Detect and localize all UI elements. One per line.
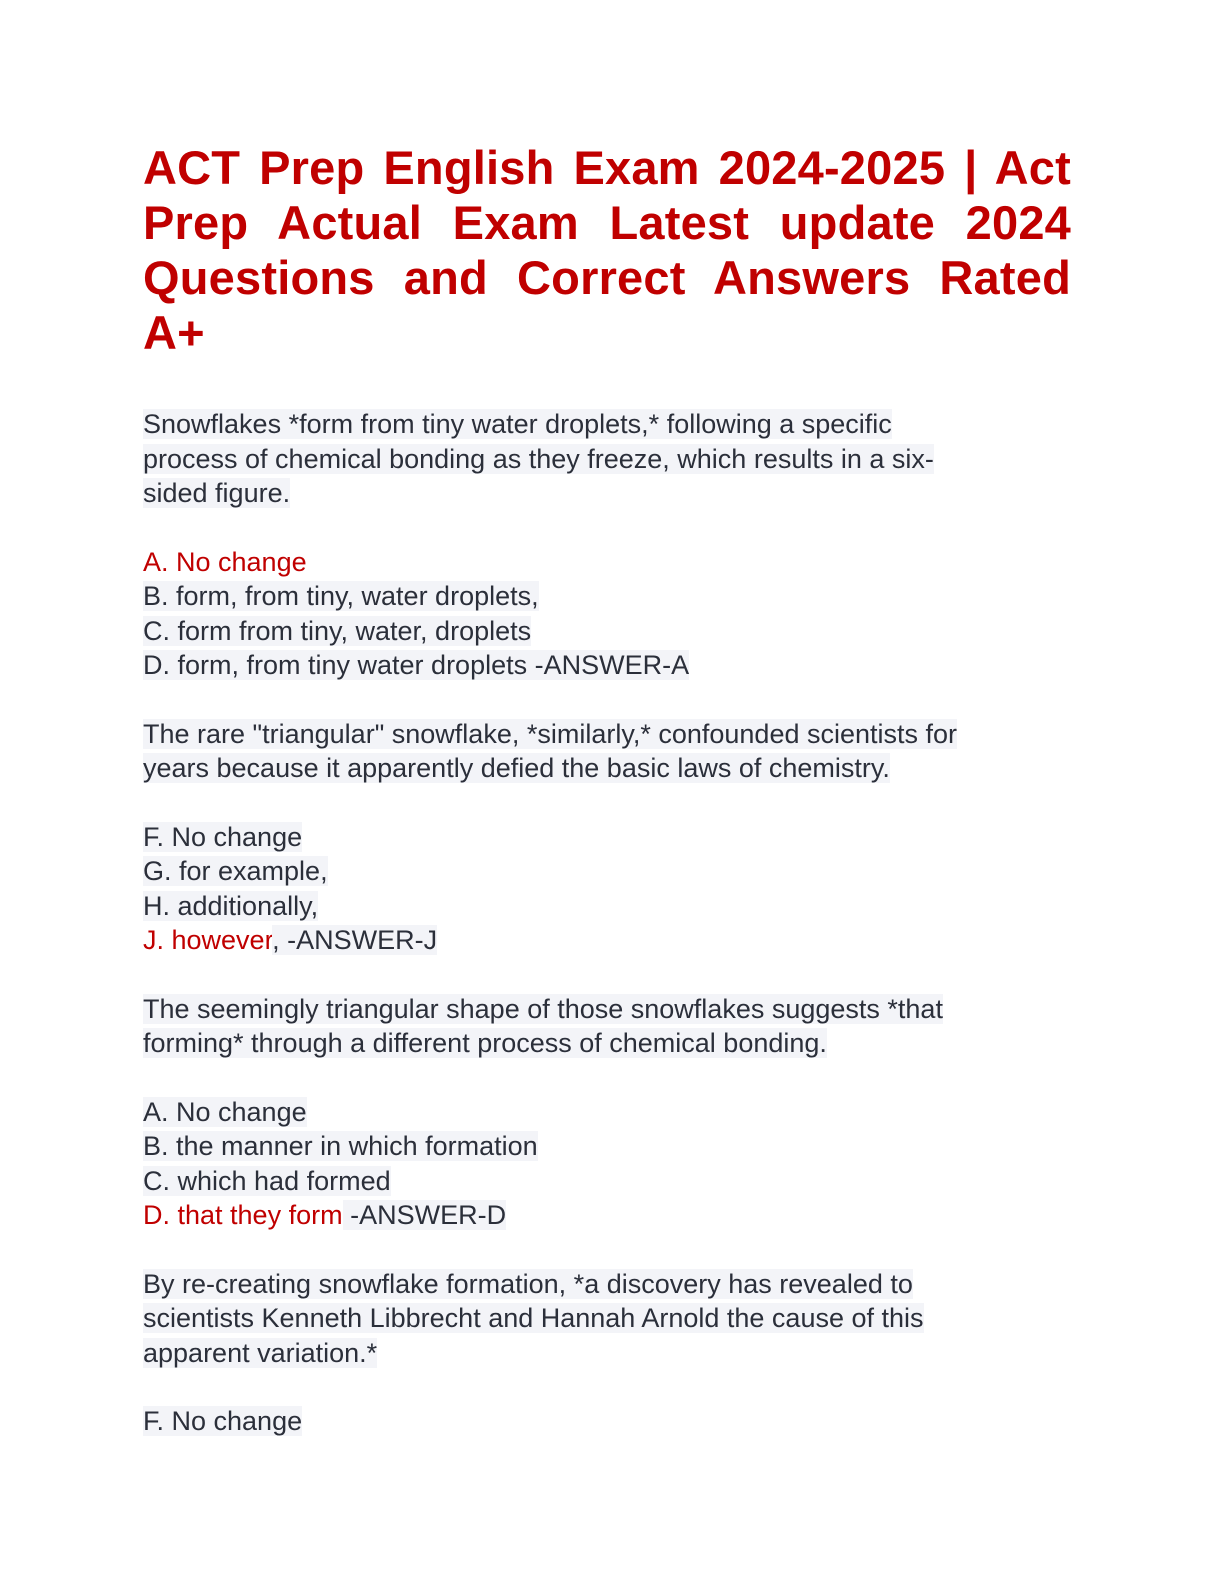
stem-line: scientists Kenneth Libbrecht and Hannah Arnold the cause of this: [143, 1303, 924, 1333]
question-list: [143, 407, 1071, 1439]
option-text: F. No change: [143, 821, 303, 852]
answer-key: , -ANSWER-J: [272, 925, 438, 955]
question-stem: [143, 407, 1071, 511]
answer-option: [143, 1095, 1071, 1130]
option-text: D. form, from tiny water droplets -ANSWER-A: [143, 650, 690, 680]
answer-option: [143, 1129, 1071, 1164]
answer-option: [143, 820, 1071, 855]
answer-option: [143, 854, 1071, 889]
answer-option: [143, 614, 1071, 649]
question-block: [143, 717, 1071, 958]
question-stem: [143, 992, 1071, 1061]
option-text: A. No change: [143, 1096, 307, 1127]
question-block: [143, 992, 1071, 1233]
stem-line: process of chemical bonding as they freeze, which results in a six-: [143, 443, 934, 474]
question-stem: [143, 717, 1071, 786]
answer-option: [143, 579, 1071, 614]
option-text: G. for example,: [143, 856, 328, 886]
option-text: H. additionally,: [143, 890, 319, 921]
question-stem: [143, 1267, 1071, 1371]
stem-line: years because it apparently defied the basic laws of chemistry.: [143, 753, 890, 783]
question-block: [143, 407, 1071, 683]
option-text: F. No change: [143, 1406, 303, 1436]
answer-option: [143, 1404, 1071, 1439]
stem-line: sided figure.: [143, 478, 291, 508]
stem-line: By re-creating snowflake formation, *a discovery has revealed to: [143, 1268, 913, 1299]
answer-option: [143, 889, 1071, 924]
option-text: C. which had formed: [143, 1165, 391, 1196]
correct-option-text: J. however: [143, 925, 273, 955]
stem-line: apparent variation.*: [143, 1337, 378, 1368]
document-title: ACT Prep English Exam 2024-2025 | Act Prep Actual Exam Latest update 2024 Questions and Correct Answers Rated A+: [143, 141, 1071, 359]
answer-key: -ANSWER-D: [342, 1200, 507, 1230]
option-text: B. the manner in which formation: [143, 1131, 538, 1161]
option-text: C. form from tiny, water, droplets: [143, 615, 532, 646]
correct-option-text: A. No change: [143, 546, 307, 577]
document-page: [143, 140, 1071, 1439]
stem-line: Snowflakes *form from tiny water droplets,* following a specific: [143, 409, 892, 439]
stem-line: forming* through a different process of chemical bonding.: [143, 1028, 827, 1058]
option-text: B. form, from tiny, water droplets,: [143, 581, 539, 611]
stem-line: The rare "triangular" snowflake, *similarly,* confounded scientists for: [143, 718, 958, 749]
answer-option: [143, 923, 1071, 958]
answer-option: [143, 1164, 1071, 1199]
answer-option: [143, 545, 1071, 580]
answer-option: [143, 1198, 1071, 1233]
question-block: [143, 1267, 1071, 1439]
correct-option-text: D. that they form: [143, 1200, 343, 1230]
answer-option: [143, 648, 1071, 683]
stem-line: The seemingly triangular shape of those snowflakes suggests *that: [143, 993, 943, 1024]
